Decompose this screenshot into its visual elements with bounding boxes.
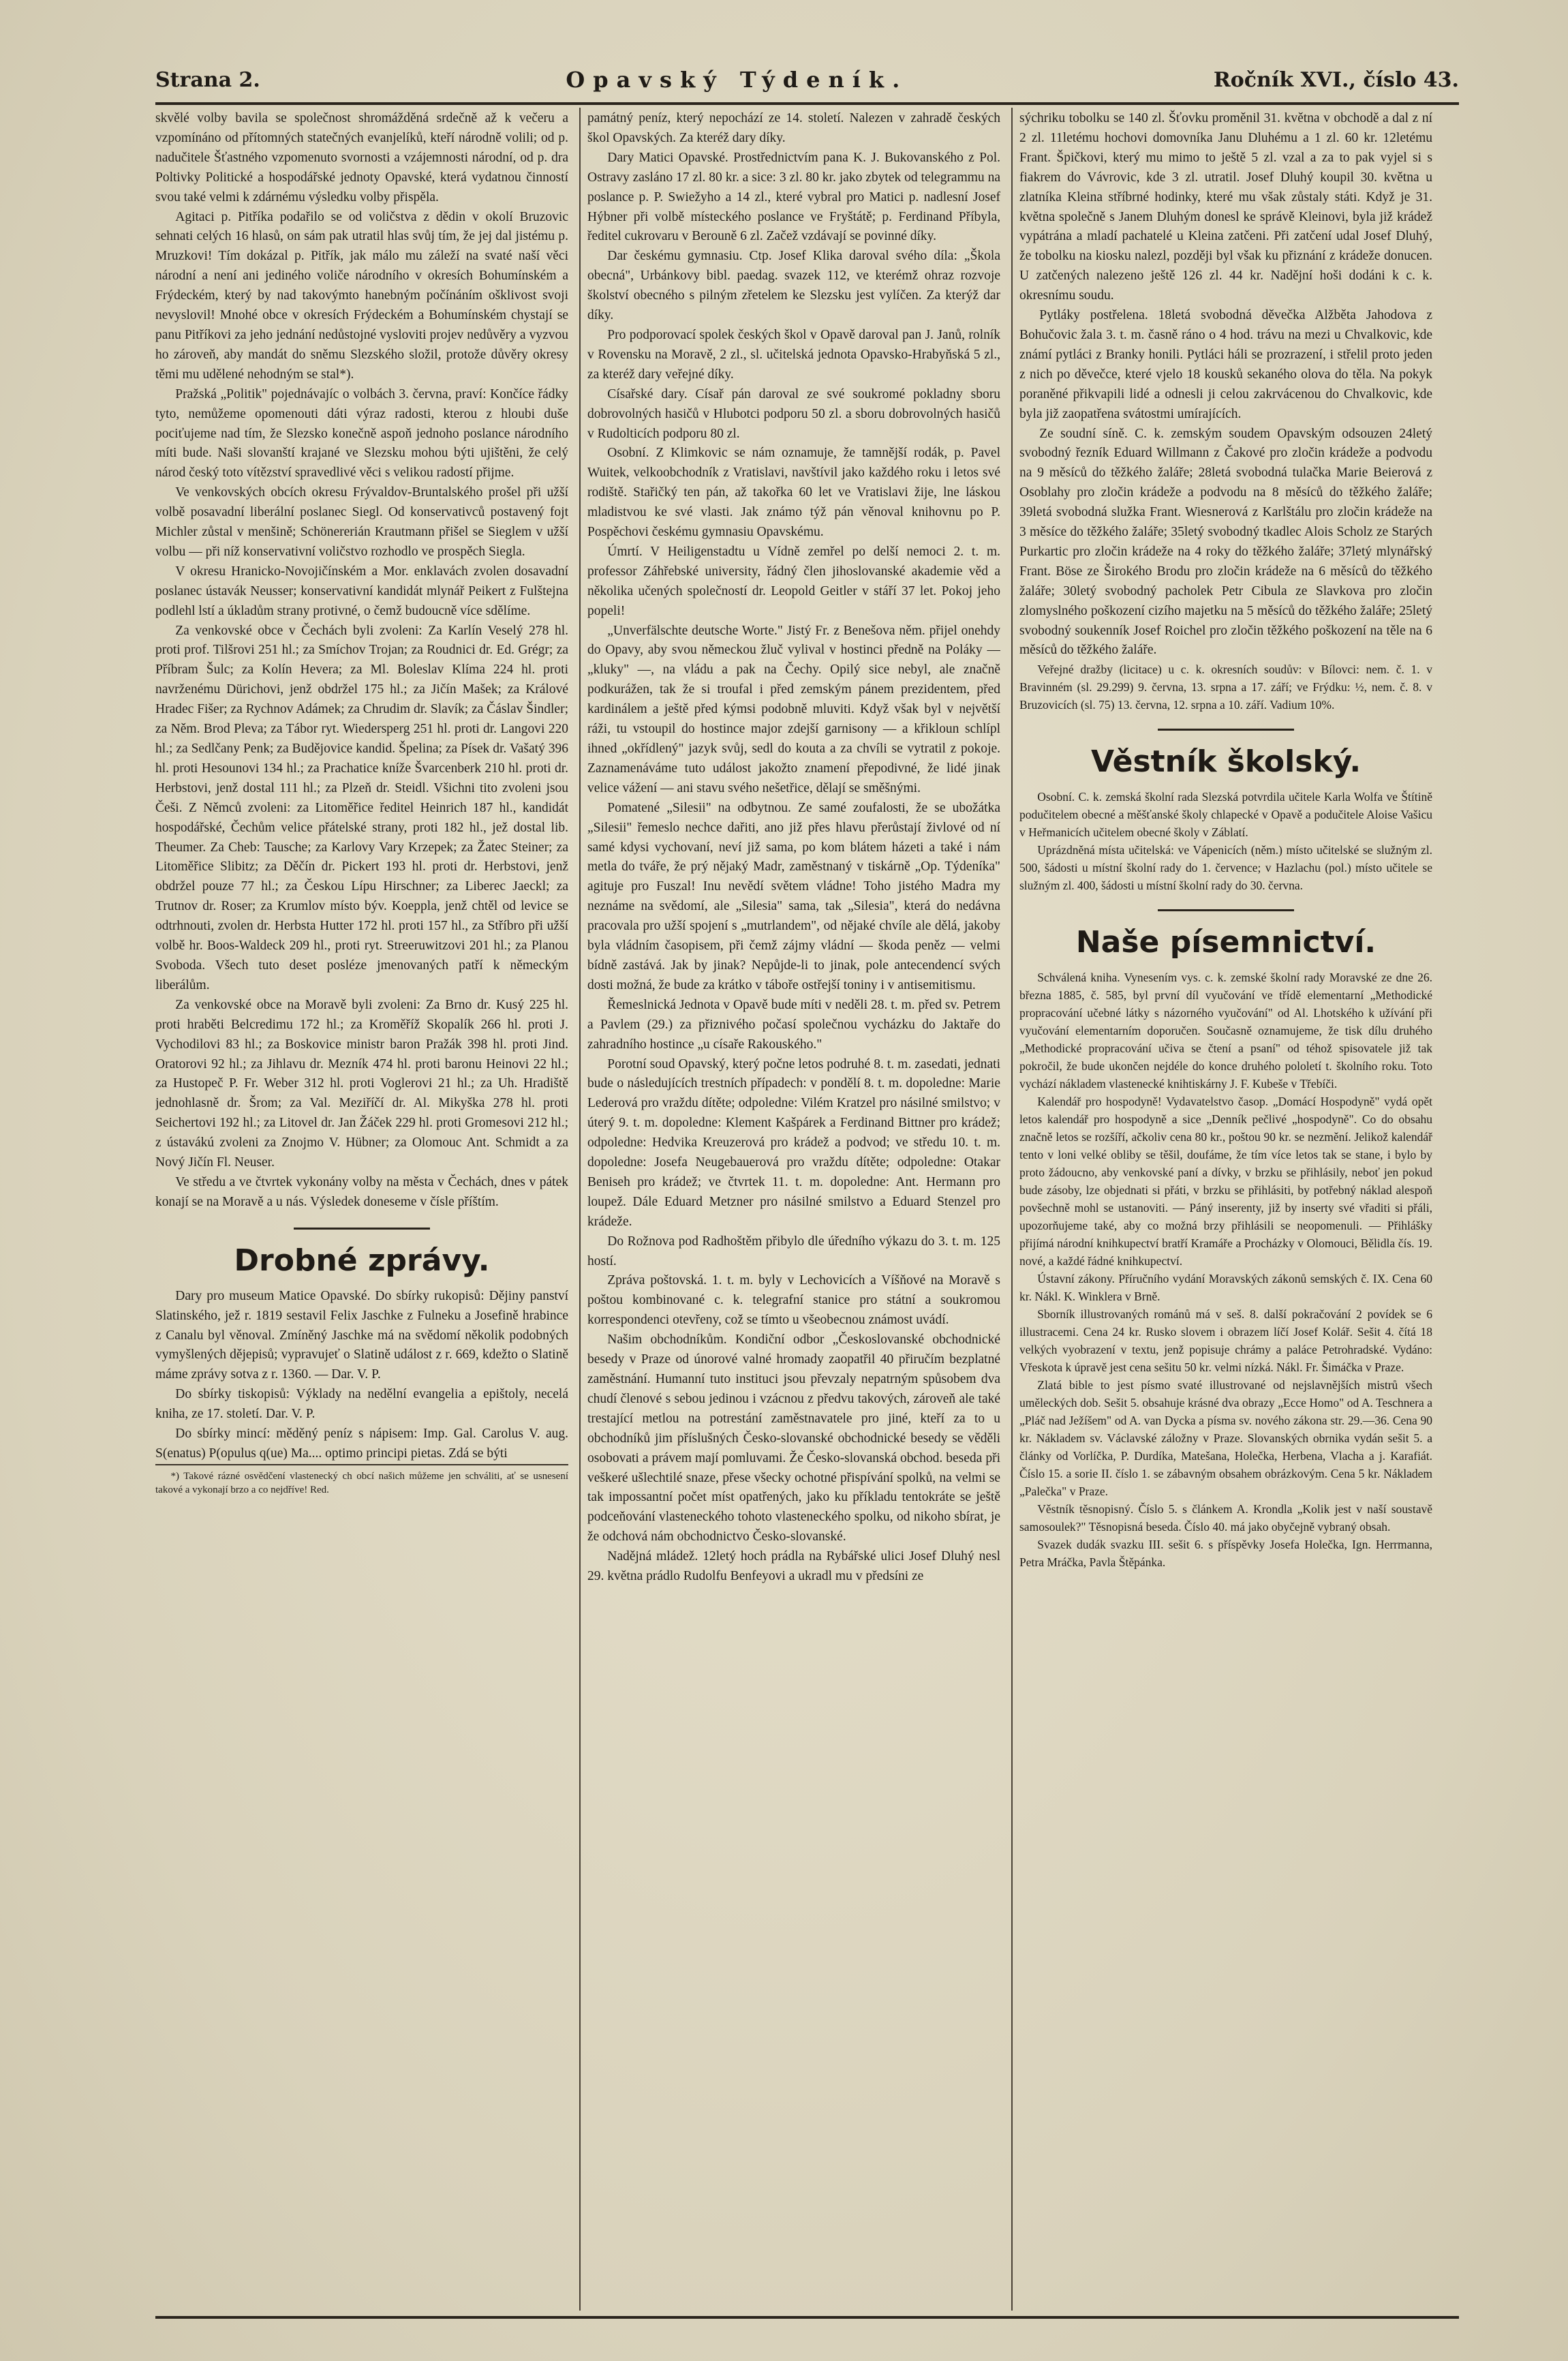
- article-paragraph: V okresu Hranicko-Novojičínském a Mor. enklavách zvolen dosavadní poslanec ústavák Neusser; konservativní kandidát mlynář Peikert z Fulštejna podlehl lstí a úkladům strany protivné, o čemž budoucně více sdělíme.: [155, 564, 568, 618]
- article-paragraph: Zpráva poštovská. 1. t. m. byly v Lechovicích a Víšňové na Moravě s poštou kombinované c. k. telegrafní stanice pro státní a soukromou korrespondenci otevřeny, což se tímto u všeobecnou známost uvádí.: [587, 1273, 1000, 1328]
- article-paragraph: Zlatá bible to jest písmo svaté illustrované od nejslavnějších mistrů všech uměleckých dob. Sešit 5. obsahuje krásné dva obrazy „Ecce Homo" od A. Teschnera a „Pláč nad Ježíšem" od A. van Dycka a písma sv. nového zákona str. 29.—36. Cena 90 kr. Nákladem sv. Václavské záložny v Praze. Slovanských obrnika vydán sešit 5. a články od Vorlíčka, P. Durdíka, Matešana, Holečka, Herbena, Vlacha a j. Karafiát. Číslo 15. a sorie II. číslo 1. se zábavným obsahem obrázkovým. Cena 5 kr. Nákladem „Palečka" v Praze.: [1019, 1378, 1432, 1499]
- article-paragraph: Našim obchodníkům. Kondiční odbor „Českoslovanské obchodnické besedy v Praze od únorové valné hromady zaopatřil 40 přiručím bezplatné zaměstnání. Humanní tuto instituci jsou převzaly nepatrným spůsobem dva chudí členové s sebou jedinou i vzácnou z předvu takových, zároveň ale také trestající metlou na potrestání zaměstnavatele pro jiné, kteří za to u obchodníků jim příslušných Česko-slovanské obchodnické besedy se věděli osobovati a právem mají pomluvami. Že Česko-slovanská obchod. beseda při veškeré ušlechtilé snaze, přese všecky ochotné přispívání spolků, na velmi se tak impossantní počet míst opatřených, jako ku příkladu tentokráte se ještě podceňování vlasteneckého tohoto vlasteneckého spolku, od nikoho sbírat, je že odchová nám obchodnictvo Česko-slovanské.: [587, 1332, 1000, 1544]
- column-2: [587, 109, 1000, 2308]
- article-paragraph: „Unverfälschte deutsche Worte." Jistý Fr. z Benešova něm. přijel onehdy do Opavy, aby svou německou žluč vylival v hostinci předně na Poláky — „kluky" —, na vládu a pak na Čechy. Opilý sice nebyl, ale značně podkurážen, tak že si troufal i před zemským pánem prezidentem, před kardinálem a ještě před kýmsi podobně mluviti. Když však byl v největší ráži, tu vstoupil do hostince major zdejší garnisony — a křikloun schlípl ihned „okřídlený" jazyk svůj, sedl do kouta a za chvíli se vytratil z pokoje. Zaznamenáváme tuto událost jakožto znamení přepodivné, že lidé jinak velice vážení — ani stavu svého nešetřice, dělají se směšnými.: [587, 623, 1000, 795]
- article-paragraph: Osobní. Z Klimkovic se nám oznamuje, že tamnější rodák, p. Pavel Wuitek, velkoobchodník z Vratislavi, navštívil jako každého roku i letos své rodiště. Stařičký ten pán, až takořka 60 let ve Vratislavi žije, lne láskou mladistvou ke své vlasti. Jak známo týž pán věnoval knihovnu po P. Pospěchovi českému gymnasiu Opavskému.: [587, 446, 1000, 540]
- section-heading: Naše písemnictví.: [1075, 925, 1377, 960]
- column-1: [155, 109, 568, 2308]
- article-paragraph: Svazek dudák svazku III. sešit 6. s příspěvky Josefa Holečka, Ign. Herrmanna, Petra Mráčka, Pavla Štěpánka.: [1019, 1538, 1432, 1570]
- article-paragraph: Veřejné dražby (licitace) u c. k. okresních soudův: v Bílovci: nem. č. 1. v Bravinném (sl. 29.299) 9. června, 13. srpna a 17. září; ve Frýdku: ½, nem. č. 8. v Bruzovicích (sl. 75) 13. června, 12. srpna a 10. září. Vadium 10%.: [1019, 662, 1432, 712]
- article-paragraph: Za venkovské obce na Moravě byli zvoleni: Za Brno dr. Kusý 225 hl. proti hraběti Belcredimu 172 hl.; za Kroměříž Skopalík 266 hl. proti J. Vychodilovi 83 hl.; za Boskovice ministr baron Pražák 398 hl. proti Jind. Oratorovi 92 hl.; za Jihlavu dr. Mezník 474 hl. proti baronu Heinovi 22 hl.; za Hustopeč P. Fr. Weber 312 hl. proti Voglerovi 21 hl.; za Uh. Hradiště jednohlasně dr. Šrom; za Val. Meziříčí dr. Al. Mikyška 278 hl. proti Seichertovi 192 hl.; za Litovel dr. Jan Žáček 229 hl. proti Gromesovi 212 hl.; z ústavákú zvoleni za Znojmo V. Hübner; za Olomouc Ant. Schmidt a za Nový Jičín Fl. Neuser.: [155, 997, 568, 1170]
- article-paragraph: Do sbírky mincí: měděný peníz s nápisem: Imp. Gal. Carolus V. aug. S(enatus) P(opulus q(ue) Ma.... optimo principi pietas. Zdá se býti: [155, 1427, 568, 1461]
- section-heading: Věstník školský.: [1090, 744, 1362, 780]
- article-paragraph: sýchriku tobolku se 140 zl. Šťovku proměnil 31. května v obchodě a dal z ní 2 zl. 11letému hochovi domovníka Janu Dluhému a 1 zl. 60 kr. 12letému Frant. Špičkovi, který mu mimo to ještě 5 zl. vzal a za to pak vyjel si s fiakrem do Vávrovic, kde 3 zl. utratil. Josef Dluhý koupil 30. května u zlatníka Kleina stříbrné hodinky, které mu však zůstaly státi. Když je 31. května společně s Janem Dluhým donesl ke správě Kleinovi, byla již krádež vypátrána a mladí pachatelé u Kleina zatčeni. Při zatčení udal Josef Dluhý, že tobolku na kiosku nalezl, později byl však ku přiznání z krádeže donucen. U zatčených nalezeno ještě 126 zl. 44 kr. Nadějní hoši dodáni k c. k. okresnímu soudu.: [1019, 111, 1432, 303]
- article-paragraph: Pytláky postřelena. 18letá svobodná děvečka Alžběta Jahodova z Bohučovic žala 3. t. m. časně ráno o 4 hod. trávu na mezi u Chvalkovic, kde známí pytláci z Branky honili. Pytláci háli se prozrazení, i střelil proto jeden z nich po děvečce, které vjelo 18 kousků sekaného olova do těla. Na pokyk poraněné přikvapili lidé a odnesli ji celou zakrvácenou do Chvalkovic, kde byla již zaopatřena svátostmi umírajících.: [1019, 308, 1432, 421]
- article-paragraph: Císařské dary. Císař pán daroval ze své soukromé pokladny sboru dobrovolných hasičů v Hlubotci podporu 50 zl. a sboru dobrovolných hasičů v Rudolticích podporu 80 zl.: [587, 386, 1000, 441]
- article-paragraph: Dary Matici Opavské. Prostřednictvím pana K. J. Bukovanského z Pol. Ostravy zasláno 17 zl. 80 kr. a sice: 3 zl. 80 kr. jako zbytek od telegrammu na poslance p. P. Swiežyho a 14 zl., které vybral pro Matici p. nadlesní Josef Hýbner při volbě místeckého poslance ve Fryštátě; p. Ferdinand Příbyla, ředitel cukrovaru v Berouně 6 zl. Začež vzdávají se povinné díky.: [587, 150, 1000, 244]
- article-paragraph: Pražská „Politik" pojednávajíc o volbách 3. června, praví: Končíce řádky tyto, nemůžeme opomenouti dáti výraz radosti, kterou z hloubi duše pociťujeme nad tím, že Slezsko konečně aspoň jednoho poslance národního míti bude. Naši slovanští krajané ve Slezsku mohou býti ujištěni, že celý národ český toto vítězství spravedlivé věci s velikou radostí přijme.: [155, 386, 568, 481]
- section-rule: [294, 1228, 430, 1230]
- header-rule: [155, 102, 1459, 105]
- footnote: *) Takové rázné osvědčení vlastenecký ch obcí našich můžeme jen schváliti, ať se usnesení takové a vykonají brzo a co nejdříve! Red.: [155, 1464, 568, 1497]
- article-paragraph: Schválená kniha. Vynesením vys. c. k. zemské školní rady Moravské ze dne 26. března 1885, č. 585, byl první díl vyučování ve třídě elementarní „Methodické propracování učebné látky s názorného vyučování" od Al. Lhotského k užívání při vyučování elementarním doporučen. Současně oznamujeme, že tisk dílu druhého „Methodické propracování učiva se čtení a psaní" od téhož spisovatele již tak pokročil, že bude ukončen nejdéle do konce druhého pololetí t. školního roku. Toto vychází nákladem vlastenecké knihtiskárny J. F. Kubeše v Třebíči.: [1019, 971, 1432, 1091]
- column-divider: [1011, 108, 1013, 2311]
- article-paragraph: Osobní. C. k. zemská školní rada Slezská potvrdila učitele Karla Wolfa ve Štítině podučitelem obecné a měšťanské školy chlapecké v Opavě a podučitele Aloise Vašicu v Heřmanicích učitelem obecné školy v Záblatí.: [1019, 790, 1432, 840]
- article-paragraph: Porotní soud Opavský, který počne letos podruhé 8. t. m. zasedati, jednati bude o následujících trestních případech: v pondělí 8. t. m. dopoledne: Marie Lederová pro vraždu dítěte; odpoledne: Vilém Kratzel pro násilné smilstvo; v úterý 9. t. m. dopoledne: Klement Kašpárek a Ferdinand Bittner pro krádež; odpoledne: Hedvika Kreuzerová pro krádež a podvod; ve středu 10. t. m. dopoledne: Josefa Neugebauerová pro vraždu dítěte; odpoledne: Otakar Beniseh pro krádež; ve čtvrtek 11. t. m. dopoledne: Ant. Hermann pro loupež. Dále Eduard Metzner pro násilné smilstvo a Eduard Stenzel pro krádeže.: [587, 1056, 1000, 1229]
- article-paragraph: Dary pro museum Matice Opavské. Do sbírky rukopisů: Dějiny panství Slatinského, jež r. 1819 sestavil Felix Jaschke z Fulneku a Josefině hrabince z Canalu byl věnoval. Zmíněný Jaschke má na svědomí několik podobných vymyšlených dějepisů; vypravujeť o Slatině událost z r. 669, kdežto o Slatině máme zprávy sotva z r. 1360. — Dar. V. P.: [155, 1288, 568, 1382]
- section-heading: Drobné zprávy.: [234, 1243, 490, 1278]
- article-paragraph: Do sbírky tiskopisů: Výklady na nedělní evangelia a epištoly, necelá kniha, ze 17. století. Dar. V. P.: [155, 1387, 568, 1422]
- article-paragraph: Uprázdněná místa učitelská: ve Vápenicích (něm.) místo učitelské se služným zl. 500, šádosti u místní školní rady do 1. července; v Hazlachu (pol.) místo učitele se služným zl. 400, šádosti u místní školní rady do 30. června.: [1019, 843, 1432, 893]
- article-paragraph: skvělé volby bavila se společnost shromážděná srdečně až k večeru a vzpomínáno od přítomných statečných evanjelíků, kteří národně volili; od p. nadučitele Šťastného vzpomenuto svornosti a vzájemnosti národní, od p. dra Poltivky Politické a hospodářské jednoty Opavské, která vydatnou činností svou také velmi k zdárnému výsledku volby přispěla.: [155, 111, 568, 204]
- article-paragraph: Nadějná mládež. 12letý hoch prádla na Rybářské ulici Josef Dluhý nesl 29. května prádlo Rudolfu Benfeyovi a ukradl mu v předsíni ze: [587, 1549, 1000, 1584]
- article-paragraph: Agitaci p. Pitříka podařilo se od voličstva z dědin v okolí Bruzovic sehnati celých 16 hlasů, on sám pak utratil hlas svůj tím, že jej dal jistému p. Mruzkovi! Tím dokázal p. Pitřík, jak málo mu záleží na svaté naší věci národní a není ani jediného voliče národního v okresích Bohumínském a Frýdeckém, který by nad takovýmto hanebným počínáním ošklivost svoji nevyslovil! Mnohé obce v okresích Frýdeckém a Bohumínském chystají se panu Pitříkovi za jeho jednání nedůstojné vysloviti projev nedůvěry a vyzvou ho zároveň, aby mandát do sněmu Slezského složil, protože důvěry okresy těmi mu udělené nehodným se stal*).: [155, 209, 568, 382]
- footer-rule: [155, 2316, 1459, 2319]
- article-paragraph: Ve středu a ve čtvrtek vykonány volby na města v Čechách, dnes v pátek konají se na Moravě a u nás. Výsledek doneseme v čísle příštím.: [155, 1174, 568, 1209]
- article-paragraph: Ve venkovských obcích okresu Frývaldov-Bruntalského prošel při užší volbě posavadní liberální poslanec Siegl. Od konservativců postavený fojt Michler zůstal v menšině; Schönererián Krautmann přišel se Sieglem v užší volbu — při níž konservativní voličstvo rozhodlo ve prospěch Siegla.: [155, 485, 568, 559]
- column-divider: [579, 108, 581, 2311]
- page-header: [155, 56, 1459, 104]
- article-paragraph: Ústavní zákony. Příručního vydání Moravských zákonů semských č. IX. Cena 60 kr. Nákl. K. Winklera v Brně.: [1019, 1272, 1432, 1304]
- column-3: [1019, 109, 1432, 2308]
- issue-number: Ročník XVI., číslo 43.: [1213, 67, 1459, 92]
- article-paragraph: Za venkovské obce v Čechách byli zvoleni: Za Karlín Veselý 278 hl. proti prof. Tilšrovi 251 hl.; za Smíchov Trojan; za Roudnici dr. Ed. Grégr; za Příbram Šulc; za Kolín Hevera; za Ml. Boleslav Klíma 224 hl. proti navrženému Dürichovi, jenž obdržel 175 hl.; za Jičín Mašek; za Králové Hradec Fišer; za Rychnov Adámek; za Chrudim dr. Slavík; za Čáslav Šindler; za Něm. Brod Pleva; za Tábor ryt. Wiedersperg 251 hl. proti dr. Langovi 220 hl.; za Sedlčany Penk; za Budějovice kandid. Špelina; za Písek dr. Vašatý 396 hl. proti Hesounovi 134 hl.; za Prachatice kníže Švarcenberk 210 hl. proti dr. Herbstovi, jenž dostal 111 hl.; za Plzeň dr. Steidl. Všichni tito zvoleni jsou Češi. Z Němců zvoleni: za Litoměřice ředitel Heinrich 187 hl., kandidát hospodářské, Čechům velice přátelské strany, proti 182 hl., jež dostal lib. Theumer. Za Cheb: Tausche; za Karlovy Vary Krzepek; za Žatec Steiner; za Litoměřice Slibitz; za Děčín dr. Pickert 193 hl. proti dr. Herbstovi, jenž obdržel pouze 77 hl.; za Českou Lípu Hirschner; za Liberec Jaeckl; za Trutnov dr. Roser; za Krumlov místo býv. Koeppla, jenž chtěl od levice se odtrhnouti, zvolen dr. Herbsta Hutter 172 hl. proti 157 hl., za Stříbro při užší volbě hr. Boos-Waldeck 209 hl., proti ryt. Streeruwitzovi 201 hl.; za Planou Svoboda. Všech tuto deset posléze jmenovaných patří k německým liberálům.: [155, 623, 568, 992]
- section-rule: [1158, 909, 1294, 911]
- article-paragraph: Řemeslnická Jednota v Opavě bude míti v neděli 28. t. m. před sv. Petrem a Pavlem (29.) za přiznivého počasí společnou vycházku do Jaktaře do zahradního hostince „u císaře Rakouského.": [587, 997, 1000, 1052]
- article-paragraph: Dar českému gymnasiu. Ctp. Josef Klika daroval svého díla: „Škola obecná", Urbánkovy bibl. paedag. svazek 112, ve kterémž ohraz rozvoje školství obecného s pilným zřetelem ke Slezsku jest vylíčen. Za kterýž dar díky.: [587, 249, 1000, 323]
- article-paragraph: Věstník těsnopisný. Číslo 5. s článkem A. Krondla „Kolik jest v naší soustavě samosoulek?" Těsnopisná beseda. Číslo 40. má jako obyčejně vybraný obsah.: [1019, 1502, 1432, 1534]
- article-paragraph: Do Rožnova pod Radhoštěm přibylo dle úředního výkazu do 3. t. m. 125 hostí.: [587, 1234, 1000, 1268]
- newspaper-title: Opavský Týdeník.: [566, 67, 908, 93]
- section-rule: [1158, 729, 1294, 731]
- article-paragraph: Kalendář pro hospodyně! Vydavatelstvo časop. „Domácí Hospodyně" vydá opět letos kalendář pro hospodyně a sice „Denník pečlivé „hospodyně". Co do obsahu značně letos se rozšíří, ačkoliv cena 80 kr., poštou 90 kr. se nezmění. Jelikož kalendář tento v loni velké obliby se těšil, doufáme, že tím více letos tak se stane, i bylo by proto žádoucno, aby venkovské paní a dívky, v brzku se přihlásily, neboť jen pokud bude zásoby, lze objednati si přáti, v brzku se přihlásiti, by potřebný náklad alespoň povšechně mohl se ustanoviti. — Páný inserenty, již by inserty své vřaditi si přáli, upozorňujeme také, aby co možná brzy přihlásili se neopomenuli. — Přihlášky přijímá národní knihkupectví bratří Kramáře a Procházky v Olomouci, Bělidla čís. 19. nové, a každé řádné knihkupectví.: [1019, 1095, 1432, 1268]
- article-paragraph: Pro podporovací spolek českých škol v Opavě daroval pan J. Janů, rolník v Rovensku na Moravě, 2 zl., sl. učitelská jednota Opavsko-Hrabyňská 5 zl., za kteréž dary veřejné díky.: [587, 327, 1000, 382]
- article-paragraph: Pomatené „Silesii" na odbytnou. Ze samé zoufalosti, že se ubožátka „Silesii" řemeslo nechce dařiti, ano již přes hlavu přerůstají živlové od ní samé kdysi vychovaní, neví již sama, po kom blátem házeti a také i nám metla do tváře, že prý nějaký Madr, zaměstnaný v tiskárně „Op. Týdeníka" agituje pro Fuszal! Inu nevědí světem vládne! Toho jistého Madra my neznáme na svědomí, ale „Silesia" sama, tak „Silesia", která do nedávna pracovala pro užší spojení s „mutrlandem", od nějaké chvíle ale dělá, jakoby byla vládním časopisem, při čemž zájmy vládní — škoda peněz — velmi bídně zastává. Jak by jinak? Nepůjde-li to jinak, pole antecendencí svých dosti možná, že bude za krátko v táboře ostřejší toniny i v antisemitismu.: [587, 800, 1000, 992]
- article-paragraph: památný peníz, který nepochází ze 14. století. Nalezen v zahradě českých škol Opavských. Za kteréž dary díky.: [587, 111, 1000, 145]
- article-paragraph: Ze soudní síně. C. k. zemským soudem Opavským odsouzen 24letý svobodný řezník Eduard Willmann z Čakové pro zločin krádeže a podvodu na 9 měsíců do těžkého žaláře; 28letá svobodná tulačka Marie Beierová z Osoblahy pro zločin krádeže a podvodu na 8 měsíců do těžkého žaláře; 39letá svobodná služka Frant. Wiesnerová z Karlštálu pro zločin krádeže na 3 měsíce do těžkého žaláře; 35letý svobodný tkadlec Alois Scholz ze Starých Purkartic pro zločin krádeže na 4 roky do těžkého žaláře; 37letý mlynářský Frant. Böse ze Širokého Brodu pro zločin krádeže na 6 měsíců do těžkého žaláře; 30letý svobodný pacholek Petr Cibula ze Slavkova pro zločin zlomyslného poškození cizího majetku na 5 měsíců do těžkého žaláře; 25letý svobodný soukenník Josef Roichel pro zločin těžkého poškození na těle na 6 měsíců do těžkého žaláře.: [1019, 426, 1432, 658]
- article-paragraph: Sborník illustrovaných románů má v seš. 8. další pokračování 2 povídek se 6 illustracemi. Cena 24 kr. Rusko slovem i obrazem líčí Josef Kolář. Sešit 4. čítá 18 velkých vyobrazení v textu, jenž popisuje chrámy a paláce Petrohradské. Vydáno: Vřeskota k úpravě jest cena sešitu 50 kr. velmi nízká. Nákl. Fr. Šimáčka v Praze.: [1019, 1307, 1432, 1375]
- page-number: Strana 2.: [155, 67, 260, 92]
- article-paragraph: Úmrtí. V Heiligenstadtu u Vídně zemřel po delší nemoci 2. t. m. professor Záhřebské university, řádný člen jihoslovanské akademie věd a několika učených společností dr. Leopold Geitler v stáří 37 let. Pokoj jeho popeli!: [587, 544, 1000, 618]
